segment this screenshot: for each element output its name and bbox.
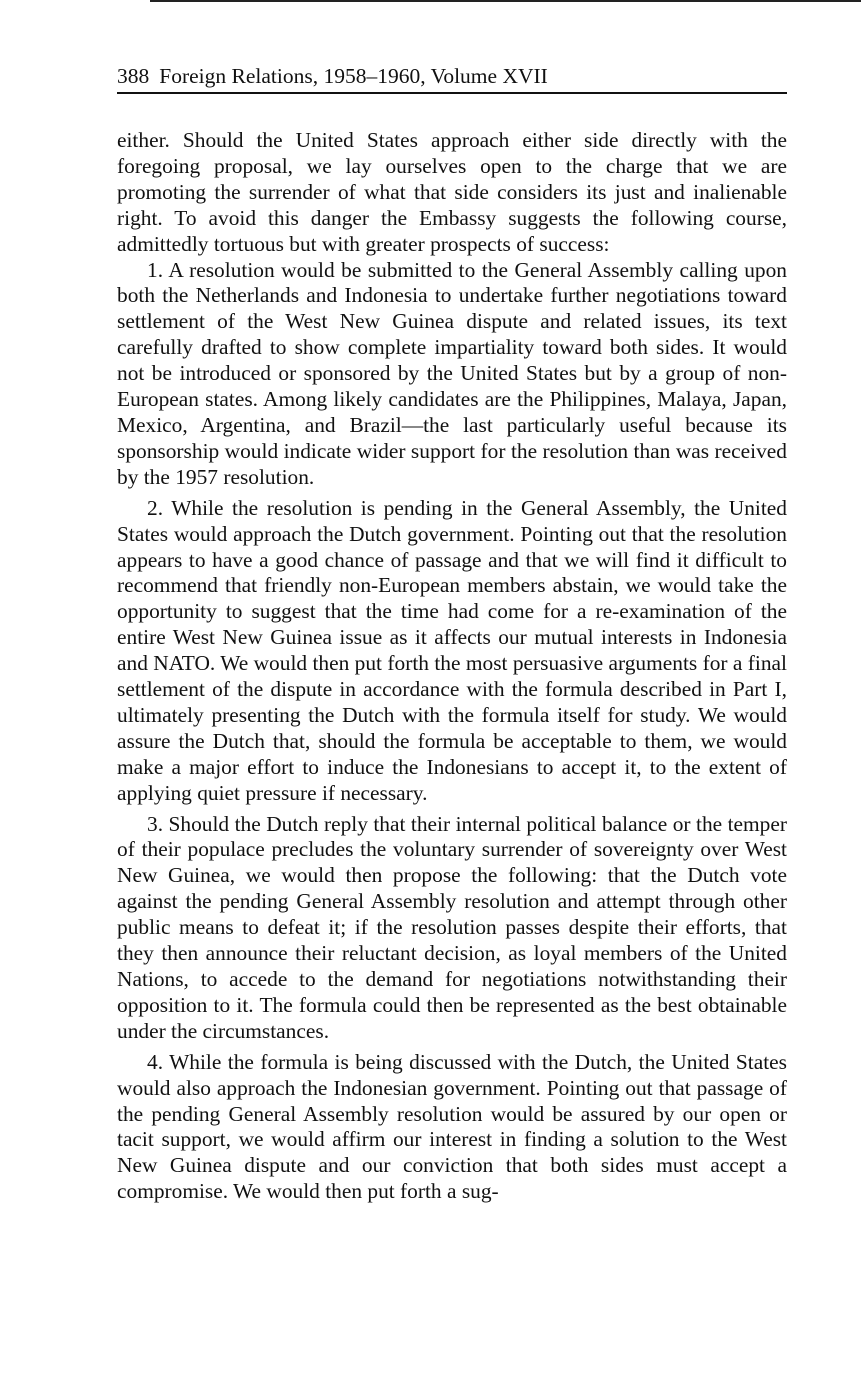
- page-top-edge: [150, 0, 861, 2]
- page-number: 388: [117, 64, 150, 88]
- paragraph-item-3: 3. Should the Dutch reply that their internal political balance or the temper of their populace precludes the voluntary surrender of sovereignty over West New Guinea, we would then propose the following: that the Dutch vote against the pending General Assembly resolution and attempt through other public means to defeat it; if the resolution passes despite their efforts, that they then announce their reluctant decision, as loyal members of the United Nations, to accede to the demand for negotiations notwithstanding their opposition to it. The formula could then be represented as the best obtainable under the circumstances.: [117, 811, 787, 1043]
- running-head: [117, 62, 787, 94]
- paragraph-item-1: 1. A resolution would be submitted to the General Assembly calling upon both the Netherlands and Indonesia to undertake further negotiations toward settlement of the West New Guinea dispute and related issues, its text carefully drafted to show complete impartiality toward both sides. It would not be introduced or sponsored by the United States but by a group of non-European states. Among likely candidates are the Philippines, Malaya, Japan, Mexico, Argentina, and Brazil—the last particularly useful because its sponsorship would indicate wider support for the resolution than was received by the 1957 resolution.: [117, 257, 787, 489]
- body-text: [117, 128, 787, 1205]
- document-page: [117, 62, 787, 1205]
- paragraph-item-2: 2. While the resolution is pending in the General Assembly, the United States would approach the Dutch government. Pointing out that the resolution appears to have a good chance of passage and that we will find it difficult to recommend that friendly non-European members abstain, we would take the opportunity to suggest that the time had come for a re-examination of the entire West New Guinea issue as it affects our mutual interests in Indonesia and NATO. We would then put forth the most persuasive arguments for a final settlement of the dispute in accordance with the formula described in Part I, ultimately presenting the Dutch with the formula itself for study. We would assure the Dutch that, should the formula be acceptable to them, we would make a major effort to induce the Indonesians to accept it, to the extent of applying quiet pressure if necessary.: [117, 495, 787, 805]
- volume-title: Foreign Relations, 1958–1960, Volume XVII: [159, 64, 548, 88]
- paragraph-continuation: either. Should the United States approach either side directly with the foregoing proposal, we lay ourselves open to the charge that we are promoting the surrender of what that side considers its just and inalienable right. To avoid this danger the Embassy suggests the following course, admittedly tortuous but with greater prospects of success:: [117, 128, 787, 256]
- paragraph-item-4: 4. While the formula is being discussed with the Dutch, the United States would also approach the Indonesian government. Pointing out that passage of the pending General Assembly resolution would be assured by our open or tacit support, we would affirm our interest in finding a solution to the West New Guinea dispute and our conviction that both sides must accept a compromise. We would then put forth a sug-: [117, 1049, 787, 1204]
